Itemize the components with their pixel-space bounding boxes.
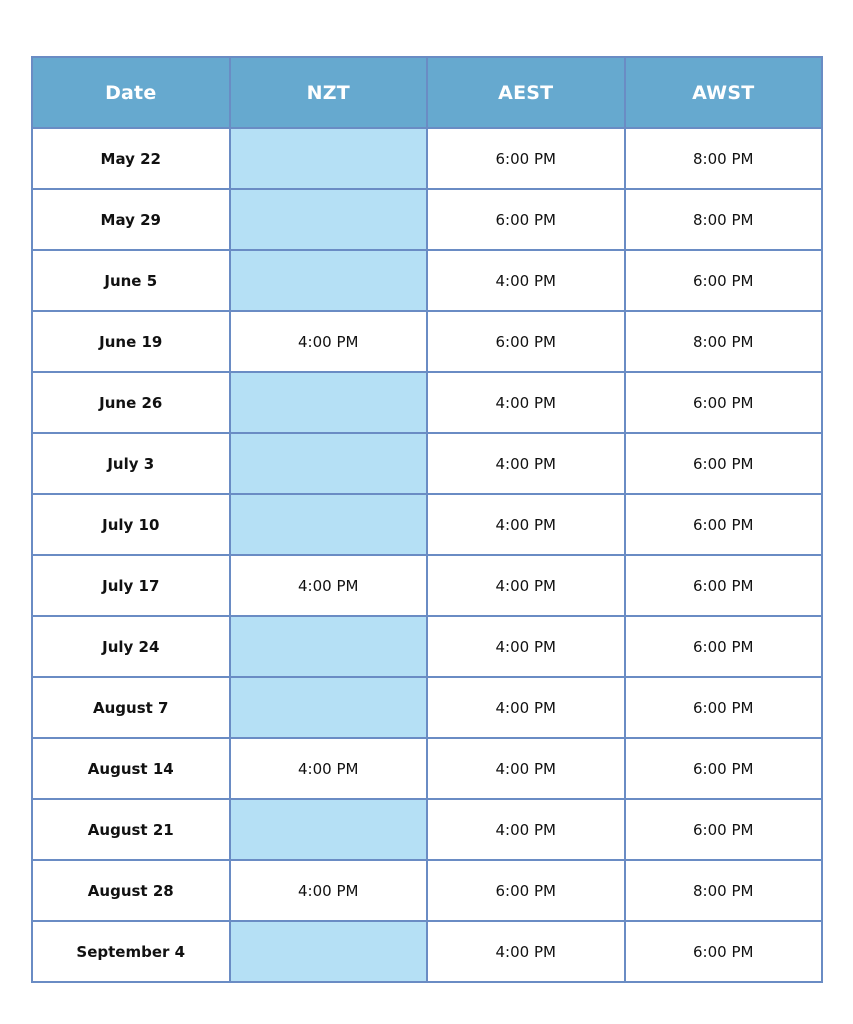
date-cell: August 28: [32, 860, 230, 921]
awst-cell: 8:00 PM: [625, 189, 823, 250]
awst-cell: 6:00 PM: [625, 738, 823, 799]
nzt-cell: 4:00 PM: [230, 860, 428, 921]
awst-cell: 8:00 PM: [625, 860, 823, 921]
table-row: [32, 738, 822, 799]
date-cell: May 29: [32, 189, 230, 250]
nzt-cell: [230, 433, 428, 494]
nzt-cell: [230, 372, 428, 433]
aest-cell: 4:00 PM: [427, 738, 625, 799]
table-row: [32, 311, 822, 372]
aest-cell: 4:00 PM: [427, 433, 625, 494]
nzt-cell: [230, 921, 428, 982]
aest-cell: 4:00 PM: [427, 372, 625, 433]
awst-cell: 6:00 PM: [625, 250, 823, 311]
table-row: [32, 433, 822, 494]
aest-cell: 4:00 PM: [427, 616, 625, 677]
nzt-cell: [230, 250, 428, 311]
awst-cell: 6:00 PM: [625, 433, 823, 494]
awst-cell: 6:00 PM: [625, 799, 823, 860]
aest-cell: 4:00 PM: [427, 555, 625, 616]
aest-cell: 4:00 PM: [427, 677, 625, 738]
date-cell: July 10: [32, 494, 230, 555]
aest-cell: 6:00 PM: [427, 128, 625, 189]
header-date: Date: [32, 57, 230, 128]
date-cell: August 14: [32, 738, 230, 799]
nzt-cell: [230, 677, 428, 738]
date-cell: July 3: [32, 433, 230, 494]
aest-cell: 6:00 PM: [427, 189, 625, 250]
nzt-cell: [230, 189, 428, 250]
awst-cell: 6:00 PM: [625, 921, 823, 982]
awst-cell: 6:00 PM: [625, 372, 823, 433]
aest-cell: 6:00 PM: [427, 860, 625, 921]
date-cell: August 21: [32, 799, 230, 860]
table-row: [32, 677, 822, 738]
table-row: [32, 250, 822, 311]
table-row: [32, 189, 822, 250]
nzt-cell: [230, 616, 428, 677]
aest-cell: 4:00 PM: [427, 799, 625, 860]
nzt-cell: [230, 494, 428, 555]
awst-cell: 6:00 PM: [625, 555, 823, 616]
date-cell: June 5: [32, 250, 230, 311]
nzt-cell: 4:00 PM: [230, 555, 428, 616]
date-cell: August 7: [32, 677, 230, 738]
aest-cell: 4:00 PM: [427, 494, 625, 555]
nzt-cell: [230, 128, 428, 189]
header-aest: AEST: [427, 57, 625, 128]
awst-cell: 6:00 PM: [625, 677, 823, 738]
header-awst: AWST: [625, 57, 823, 128]
schedule-table: [31, 56, 823, 983]
table-row: [32, 860, 822, 921]
date-cell: June 19: [32, 311, 230, 372]
header-row: [32, 57, 822, 128]
table-row: [32, 494, 822, 555]
table-row: [32, 372, 822, 433]
awst-cell: 8:00 PM: [625, 311, 823, 372]
table-row: [32, 616, 822, 677]
nzt-cell: [230, 799, 428, 860]
awst-cell: 6:00 PM: [625, 616, 823, 677]
table-row: [32, 799, 822, 860]
table-row: [32, 128, 822, 189]
table-header: [32, 57, 822, 128]
date-cell: June 26: [32, 372, 230, 433]
date-cell: May 22: [32, 128, 230, 189]
aest-cell: 4:00 PM: [427, 921, 625, 982]
aest-cell: 6:00 PM: [427, 311, 625, 372]
table-body: [32, 128, 822, 982]
aest-cell: 4:00 PM: [427, 250, 625, 311]
date-cell: July 24: [32, 616, 230, 677]
date-cell: September 4: [32, 921, 230, 982]
table-row: [32, 555, 822, 616]
table-row: [32, 921, 822, 982]
nzt-cell: 4:00 PM: [230, 738, 428, 799]
awst-cell: 8:00 PM: [625, 128, 823, 189]
date-cell: July 17: [32, 555, 230, 616]
header-nzt: NZT: [230, 57, 428, 128]
awst-cell: 6:00 PM: [625, 494, 823, 555]
nzt-cell: 4:00 PM: [230, 311, 428, 372]
